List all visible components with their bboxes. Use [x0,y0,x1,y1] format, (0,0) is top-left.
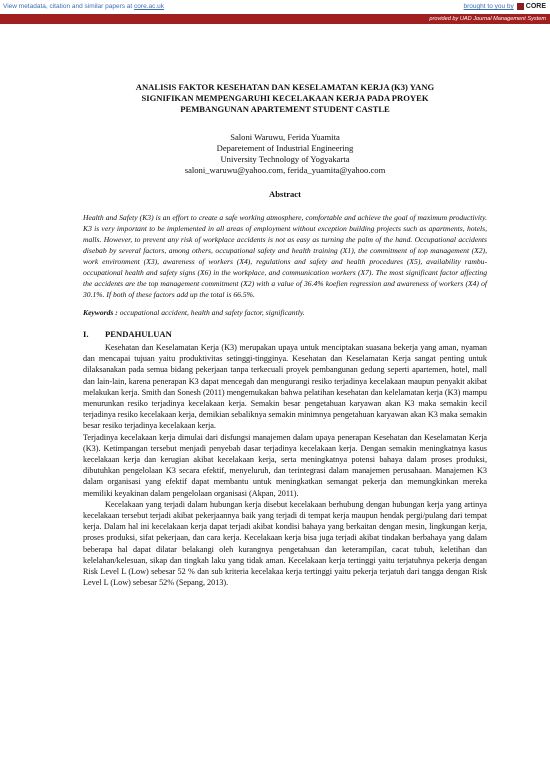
keywords-label: Keywords : [83,308,118,317]
paper-page [0,82,550,588]
section-heading [83,329,487,339]
paragraph-1: Kesehatan dan Keselamatan Kerja (K3) merupakan upaya untuk menciptakan suasana bekerja yang aman, nyaman dan mencapai tujuan yaitu produktivitas setinggi-tingginya. Kesehatan dan Keselamatan Kerja sangat penting untuk dilaksanakan pada semua bidang pekerjaan tanpa terkecuali proyek pembangunan gedung seperti apartemen, hotel, mall dan lain-lain, karena penerapan K3 dapat mencegah dan mengurangi resiko terjadinya kecelakaan maupun penyakit akibat melakukan kerja. Smith dan Sonesh (2011) mengemukakan bahwa pelatihan kesehatan dan kelelamatan kerja (K3) mampu menurunkan resiko terjadinya kecelakaan kerja. Semakin besar pengetahuan karyawan akan K3 maka semakin kecil terjadinya resiko kecelakaan kerja, demikian sebaliknya semakin minimnya pengetahuan karyawan akan K3 maka semakin besar resiko terjadinya kecelakaan kerja. [83,343,487,431]
keywords-text: occupational accident, health and safety factor, significantly. [117,308,305,317]
section-title: PENDAHULUAN [105,329,172,339]
core-logo-icon [517,3,524,10]
core-logo[interactable] [517,3,546,10]
title-line-3: PEMBANGUNAN APARTEMENT STUDENT CASTLE [180,104,390,114]
title-line-2: SIGNIFIKAN MEMPENGARUHI KECELAKAAN KERJA PADA PROYEK [141,93,429,103]
core-header-bar [0,0,550,14]
author-block [83,132,487,176]
brought-by-text[interactable]: brought to you by [463,3,514,10]
author-emails: saloni_waruwu@yahoo.com, ferida_yuamita@yahoo.com [184,165,386,175]
section-body [83,342,487,588]
metadata-text: View metadata, citation and similar papers at [3,3,135,10]
abstract-heading: Abstract [269,189,301,199]
core-ac-uk-link[interactable]: core.ac.uk [134,3,165,10]
author-department: Deparetement of Industrial Engineering [216,143,354,153]
core-logo-text: CORE [525,3,546,10]
paper-title [83,82,487,115]
brought-by [464,3,546,10]
paragraph-3: Kecelakaan yang terjadi dalam hubungan kerja disebut kecelakaan berhubung dengan hubungan kerja yang artinya kecelakaan tersebut terjadi akibat pekerjaannya baik yang terjadi di tempat kerja maupun hendak pergi/pulang dari tempat kerja. Dalam hal ini kecelakaan kerja dapat terjadi akibat kondisi bahaya yang berkaitan dengan mesin, lingkungan kerja, proses produksi, sifat pekerjaan, dan cara kerja. Kecelakaan kerja bisa juga terjadi akibat tindakan berbahaya yang dalam beberapa hal dapat dilatar belakangi oleh kurangnya pengetahuan dan keterampilan, cacat tubuh, keletihan dan kelelahan/kelesuan, sikap dan tingkah laku yang tidak aman. Kecelakaan kerja tertinggi yaitu terjatuhnya pekerja dengan Risk Level L (Low) sebesar 52 % dan sub kriteria kecelakaa kerja tertinggi yaitu pekerja terjatuh dari tangga dengan Risk Level L (Low) sebesar 52% (Sepang, 2013). [83,499,487,588]
keywords [83,308,487,317]
metadata-notice [3,3,164,10]
author-university: University Technology of Yogyakarta [220,154,350,164]
paragraph-2: Terjadinya kecelakaan kerja dimulai dari disfungsi manajemen dalam upaya penerapan Kesehatan dan Keselamatan Kerja (K3). Ketimpangan tersebut menjadi penyebab dasar terjadinya kecelakaan kerja. Dengan semakin meningkatnya kasus kecelakaan kerja dan kerugian akibat kecelakaan kerja, serta meningkatnya potensi bahaya dalam proses produksi, dibutuhkan pengelolaan K3 secara efektif, menyeluruh, dan terintegrasi dalam manajemen perusahaan. Manajemen K3 dalam organisasi yang efektif dapat membantu untuk meningkatkan semangat pekerja dan memungkinkan mereka memiliki keyakinan dalam pengelolaan organisasi (Akpan, 2011). [83,432,487,498]
provided-by-bar [0,14,550,24]
abstract-text: Health and Safety (K3) is an effort to create a safe working atmosphere, comfortable and achieve the goal of maximum productivity. K3 is very important to be implemented in all areas of employment without exception building projects such as apartments, hotels, malls. However, to prevent any risk of workplace accidents is not as easy as turning the palm of the hand. Occupational accidents disebab by several factors, among others, occupational safety and health training (X1), the commitment of top management (X2), work environment (X3), awareness of workers (X4), regulations and safety and health procedures (X5), availability rambu- occupational health and safety signs (X6) in the workplace, and communication workers (X7). The most significant factor affecting the accidents are the top management commitment (X2) with a value of 36.4% koefien regression and awareness of workers (X4) of 30.1%. If both of these factors add up the total is 66.5%. [83,213,487,299]
section-number: I. [83,329,89,339]
title-line-1: ANALISIS FAKTOR KESEHATAN DAN KESELAMATAN KERJA (K3) YANG [135,82,435,92]
author-names: Saloni Waruwu, Ferida Yuamita [230,132,340,142]
provided-by-text[interactable]: provided by UAD Journal Management System [429,16,546,22]
